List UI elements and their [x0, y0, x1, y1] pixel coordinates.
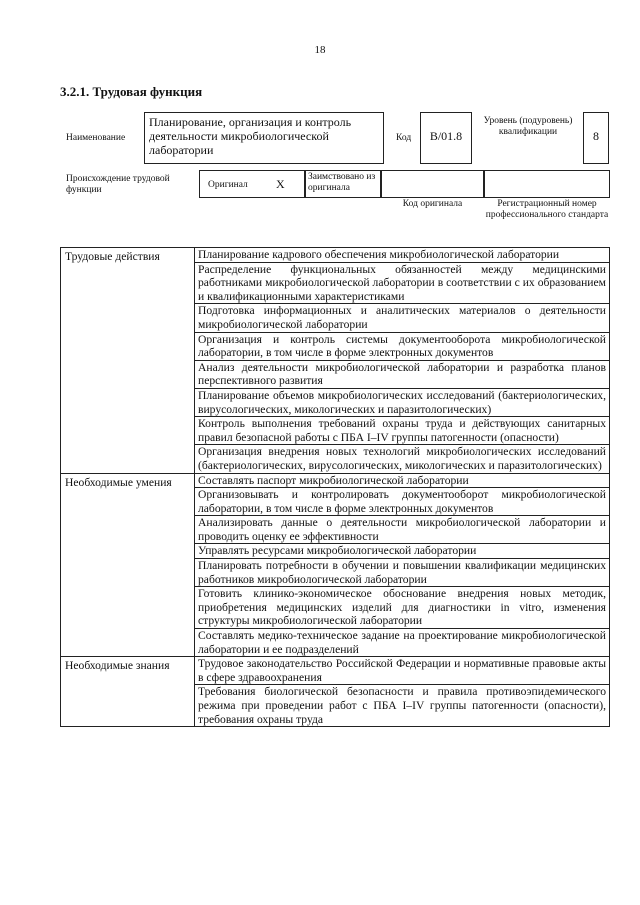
table-item: Организация и контроль системы документооборота микробиологической лаборатории, в том числе в форме электронных документов	[195, 332, 610, 360]
table-item: Подготовка информационных и аналитических материалов о деятельности микробиологической лаборатории	[195, 304, 610, 332]
section-title-cell: Необходимые умения	[61, 473, 195, 657]
table-item: Анализировать данные о деятельности микробиологической лаборатории и проводить оценку ее эффективности	[195, 516, 610, 544]
name-label: Наименование	[66, 133, 126, 143]
table-item: Управлять ресурсами микробиологической лаборатории	[195, 544, 610, 559]
labor-function-table	[60, 247, 610, 727]
name-value: Планирование, организация и контроль деятельности микробиологической лаборатории	[144, 112, 384, 164]
table-item: Составлять медико-техническое задание на проектирование микробиологической лаборатории и ее подразделений	[195, 629, 610, 657]
borrowed-label: Заимствовано из оригинала	[305, 170, 381, 198]
code-label: Код	[396, 133, 412, 143]
table-row	[61, 473, 610, 488]
code-value: B/01.8	[420, 112, 472, 164]
section-title: 3.2.1. Трудовая функция	[60, 84, 203, 99]
original-code-caption: Код оригинала	[402, 199, 463, 209]
original-cell	[199, 170, 305, 198]
original-code-cell	[381, 170, 484, 198]
page-number: 18	[314, 44, 326, 56]
table-item: Планирование объемов микробиологических исследований (бактериологических, вирусологических, микологических и паразитологических)	[195, 388, 610, 416]
table-item: Готовить клинико-экономическое обоснование внедрения новых методик, приобретения медицинских изделий для диагностики in vitro, изменения структуры микробиологической лаборатории	[195, 587, 610, 629]
table-item: Контроль выполнения требований охраны труда и действующих санитарных правил безопасной работы с ПБА I–IV группы патогенности (опасности)	[195, 417, 610, 445]
original-mark: X	[276, 177, 285, 191]
table-item: Планировать потребности в обучении и повышении квалификации медицинских работников микробиологической лаборатории	[195, 559, 610, 587]
reg-number-caption: Регистрационный номер профессионального стандарта	[485, 199, 609, 220]
table-item: Распределение функциональных обязанностей между медицинскими работниками микробиологической лаборатории в соответствии с их образованием и квалификационными характеристиками	[195, 262, 610, 304]
table-item: Требования биологической безопасности и правила противоэпидемического режима при проведении работ с ПБА I–IV группы патогенности (опасности), требования охраны труда	[195, 685, 610, 727]
section-title-cell: Необходимые знания	[61, 657, 195, 727]
section-title-cell: Трудовые действия	[61, 248, 195, 474]
table-row	[61, 248, 610, 263]
original-label: Оригинал	[208, 180, 248, 190]
level-value: 8	[583, 112, 609, 164]
table-row	[61, 657, 610, 685]
origin-label: Происхождение трудовой функции	[66, 174, 170, 195]
level-label: Уровень (подуровень) квалификации	[483, 116, 573, 137]
table-item: Планирование кадрового обеспечения микробиологической лаборатории	[195, 248, 610, 263]
table-item: Анализ деятельности микробиологической лаборатории и разработка планов перспективного развития	[195, 360, 610, 388]
table-item: Организовывать и контролировать документооборот микробиологической лаборатории, в том числе в форме электронных документов	[195, 488, 610, 516]
table-item: Организация внедрения новых технологий микробиологических исследований (бактериологических, вирусологических, микологических и паразитологических)	[195, 445, 610, 473]
table-item: Трудовое законодательство Российской Федерации и нормативные правовые акты в сфере здравоохранения	[195, 657, 610, 685]
reg-number-cell	[484, 170, 610, 198]
table-item: Составлять паспорт микробиологической лаборатории	[195, 473, 610, 488]
